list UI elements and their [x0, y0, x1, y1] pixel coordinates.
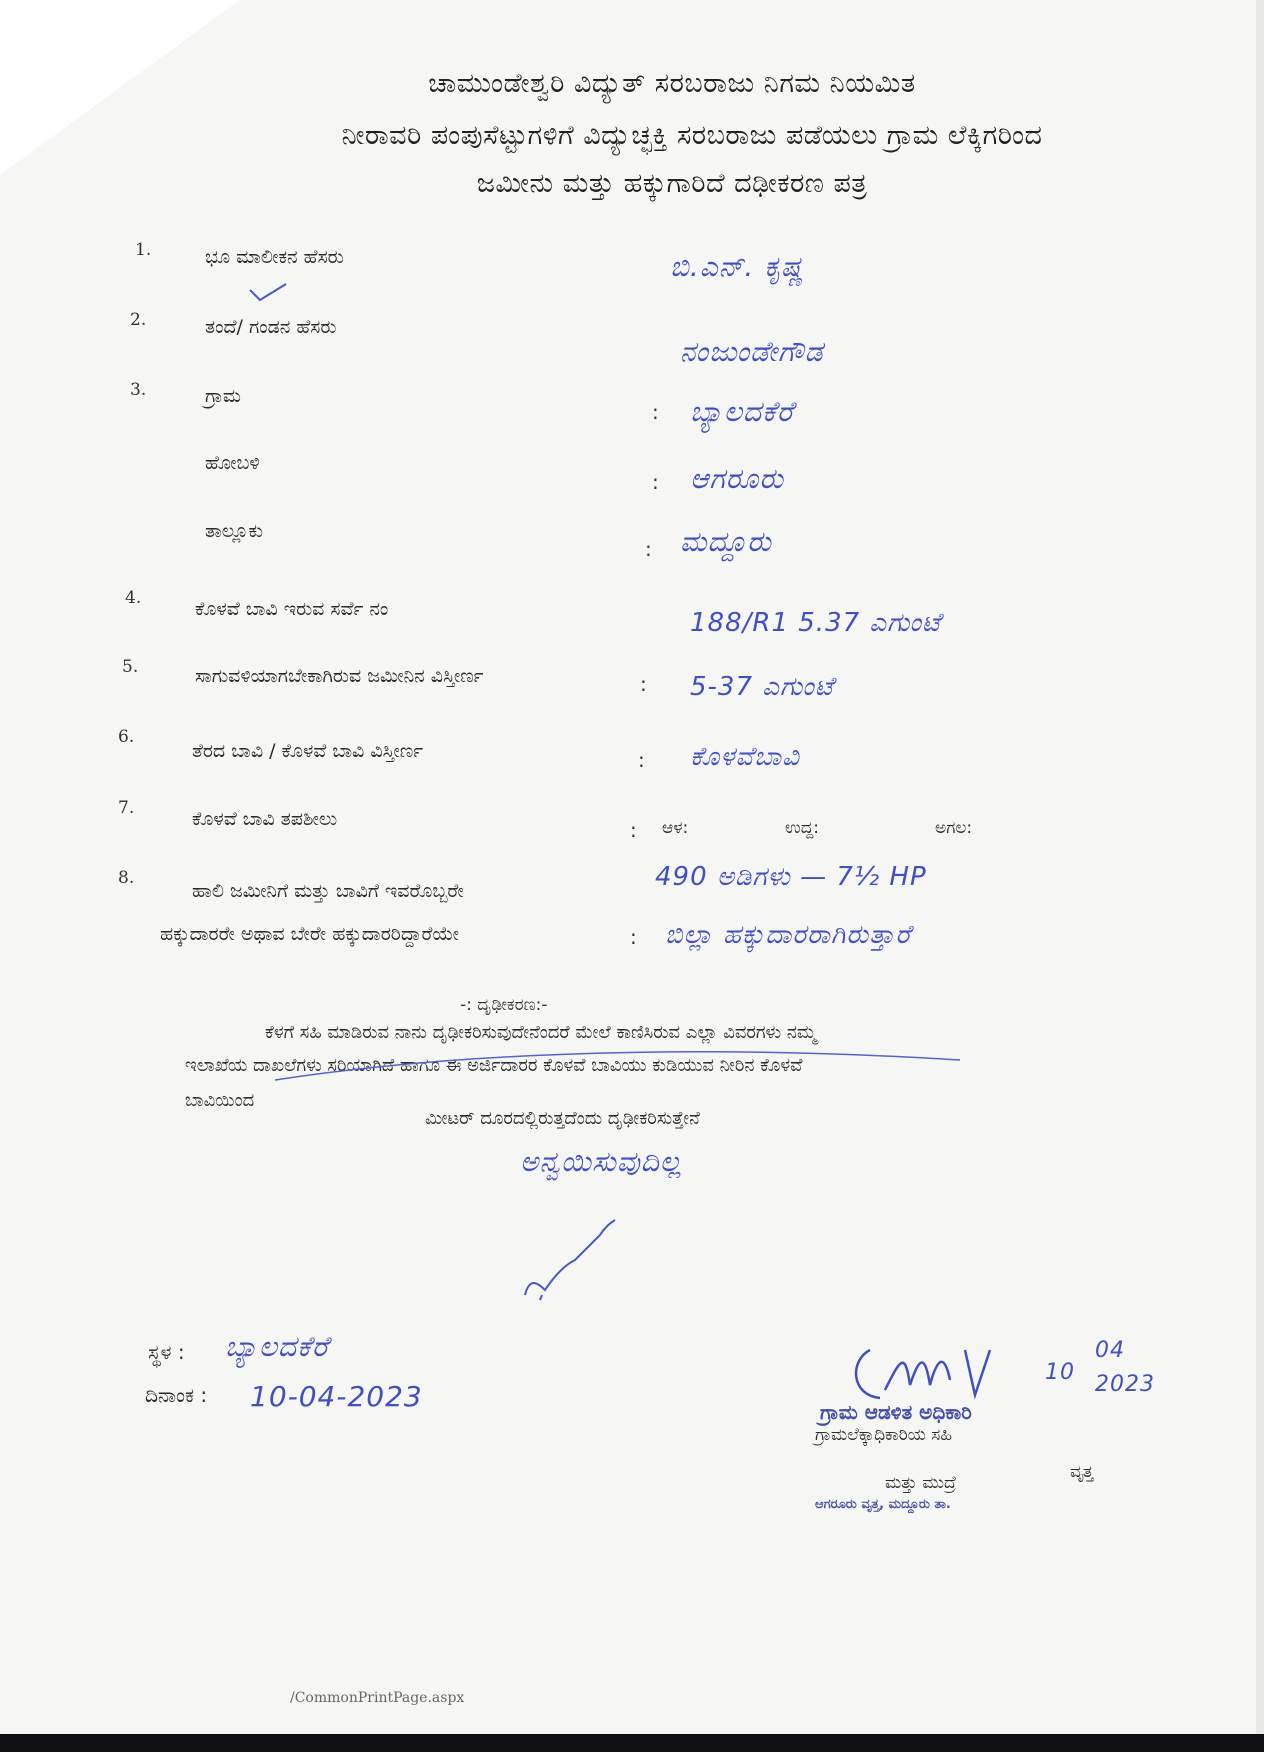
- field-3-label: ಗ್ರಾಮ: [205, 385, 241, 407]
- colon: :: [652, 400, 659, 424]
- field-7-width: ಅಗಲ:: [935, 818, 973, 838]
- place-value: ಬ್ಯಾಲದಕೆರೆ: [225, 1330, 329, 1363]
- header-line-1: ಚಾಮುಂಡೇಶ್ವರಿ ವಿದ್ಯುತ್ ಸರಬರಾಜು ನಿಗಮ ನಿಯಮಿತ: [428, 68, 916, 99]
- field-8-number: 8.: [118, 868, 135, 888]
- colon: :: [638, 748, 645, 772]
- field-6-label: ತೆರದ ಬಾವಿ / ಕೊಳವೆ ಬಾವಿ ವಿಸ್ತೀರ್ಣ: [192, 740, 424, 762]
- field-7-depth: ಆಳ:: [662, 818, 689, 838]
- declaration-line-2: ಇಲಾಖೆಯ ದಾಖಲೆಗಳು ಸರಿಯಾಗಿದೆ ಹಾಗೂ ಈ ಅರ್ಜಿದಾರರ ಕೊಳವೆ ಬಾವಿಯು ಕುಡಿಯುವ ನೀರಿನ ಕೊಳವೆ: [185, 1055, 803, 1076]
- initials-signature: [520, 1215, 620, 1305]
- field-4-label: ಕೊಳವೆ ಬಾವಿ ಇರುವ ಸರ್ವೆ ನಂ: [195, 598, 389, 620]
- field-2-label: ತಂದೆ/ ಗಂಡನ ಹೆಸರು: [205, 316, 337, 338]
- scan-bottom-band: [0, 1734, 1264, 1752]
- stamp-line-4: ವೃತ್ತ: [1070, 1462, 1094, 1482]
- date-value: 10-04-2023: [250, 1380, 423, 1413]
- field-5-number: 5.: [122, 657, 139, 677]
- field-4-number: 4.: [125, 588, 142, 608]
- signature-month: 04: [1095, 1338, 1125, 1363]
- field-hobli-label: ಹೋಬಳಿ: [205, 452, 260, 474]
- signature-year: 2023: [1095, 1372, 1155, 1397]
- colon: :: [645, 537, 652, 561]
- field-7-label: ಕೊಳವೆ ಬಾವಿ ತಪಶೀಲು: [192, 808, 338, 830]
- field-8-label-2: ಹಕ್ಕುದಾರರೇ ಅಥಾವ ಬೇರೇ ಹಕ್ಕುದಾರರಿದ್ದಾರೆಯೇ: [160, 923, 459, 945]
- stamp-line-3: ಮತ್ತು ಮುದ್ರೆ: [885, 1473, 957, 1493]
- print-url: /CommonPrintPage.aspx: [290, 1690, 465, 1706]
- field-3-number: 3.: [130, 380, 147, 400]
- field-6-number: 6.: [118, 727, 135, 747]
- field-5-value: 5-37 ಎಗುಂಟೆ: [690, 672, 834, 702]
- colon: :: [640, 672, 647, 696]
- declaration-heading: -: ದೃಢೀಕರಣ:-: [460, 995, 548, 1015]
- declaration-line-1: ಕೆಳಗೆ ಸಹಿ ಮಾಡಿರುವ ನಾನು ದೃಢೀಕರಿಸುವುದೇನೆಂದರೆ ಮೇಲೆ ಕಾಣಿಸಿರುವ ಎಲ್ಲಾ ವಿವರಗಳು ನಮ್ಮ: [265, 1022, 817, 1043]
- field-7-length: ಉದ್ದ:: [785, 818, 819, 838]
- check-mark-icon: [248, 280, 288, 304]
- field-3-value: ಬ್ಯಾಲದಕೆರೆ: [690, 395, 794, 428]
- declaration-line-3a: ಬಾವಿಯಿಂದ: [185, 1090, 255, 1111]
- field-7-number: 7.: [118, 798, 135, 818]
- field-1-value: ಬಿ.ಎನ್. ಕೃಷ್ಣ: [670, 250, 805, 283]
- field-2-value: ನಂಜುಂಡೇಗೌಡ: [680, 335, 824, 368]
- header-line-2: ನೀರಾವರಿ ಪಂಪುಸೆಟ್ಟುಗಳಿಗೆ ವಿದ್ಯುಚ್ಛಕ್ತಿ ಸರಬರಾಜು ಪಡೆಯಲು ಗ್ರಾಮ ಲೆಕ್ಕಿಗರಿಂದ: [341, 120, 1043, 151]
- field-6-value: ಕೊಳವೆಬಾವಿ: [690, 742, 800, 772]
- header-line-3: ಜಮೀನು ಮತ್ತು ಹಕ್ಕುಗಾರಿದೆ ದಢೀಕರಣ ಪತ್ರ: [476, 168, 868, 199]
- declaration-handwritten-note: ಅನ್ವಯಿಸುವುದಿಲ್ಲ: [520, 1145, 683, 1178]
- colon: :: [630, 818, 637, 842]
- field-5-label: ಸಾಗುವಳಿಯಾಗಬೇಕಾಗಿರುವ ಜಮೀನಿನ ವಿಸ್ತೀರ್ಣ: [195, 665, 484, 687]
- stamp-line-2: ಗ್ರಾಮಲೆಕ್ಕಾಧಿಕಾರಿಯ ಸಹಿ: [815, 1425, 953, 1445]
- field-1-number: 1.: [135, 240, 152, 260]
- signature-day: 10: [1045, 1360, 1075, 1385]
- colon: :: [652, 470, 659, 494]
- field-hobli-value: ಆಗರೂರು: [690, 462, 785, 495]
- strike-line: [270, 1040, 970, 1090]
- field-8-value-1: 490 ಅಡಿಗಳು — 7½ HP: [655, 862, 927, 892]
- colon: :: [630, 925, 637, 949]
- scan-edge: [1256, 0, 1264, 1752]
- field-8-value-2: ಬಿಲ್ಲಾ ಹಕ್ಕುದಾರರಾಗಿರುತ್ತಾರೆ: [665, 920, 912, 950]
- field-4-value: 188/R1 5.37 ಎಗುಂಟೆ: [690, 608, 942, 638]
- stamp-line-1: ಗ್ರಾಮ ಆಡಳಿತ ಅಧಿಕಾರಿ: [820, 1400, 972, 1424]
- stamp-line-5: ಆಗರೂರು ವೃತ್ತ, ಮದ್ದೂರು ತಾ.: [815, 1497, 951, 1512]
- field-taluk-value: ಮದ್ದೂರು: [680, 525, 772, 558]
- field-2-number: 2.: [130, 310, 147, 330]
- field-8-label-1: ಹಾಲಿ ಜಮೀನಿಗೆ ಮತ್ತು ಬಾವಿಗೆ ಇವರೊಬ್ಬರೇ: [192, 880, 464, 902]
- date-label: ದಿನಾಂಕ :: [145, 1383, 208, 1407]
- field-1-label: ಭೂ ಮಾಲೀಕನ ಹೆಸರು: [205, 246, 344, 268]
- place-label: ಸ್ಥಳ :: [148, 1340, 185, 1364]
- field-taluk-label: ತಾಲ್ಲೂಕು: [205, 520, 264, 542]
- declaration-line-3b: ಮೀಟರ್ ದೂರದಲ್ಲಿರುತ್ತದೆಂದು ದೃಢೀಕರಿಸುತ್ತೇನೆ: [425, 1108, 700, 1129]
